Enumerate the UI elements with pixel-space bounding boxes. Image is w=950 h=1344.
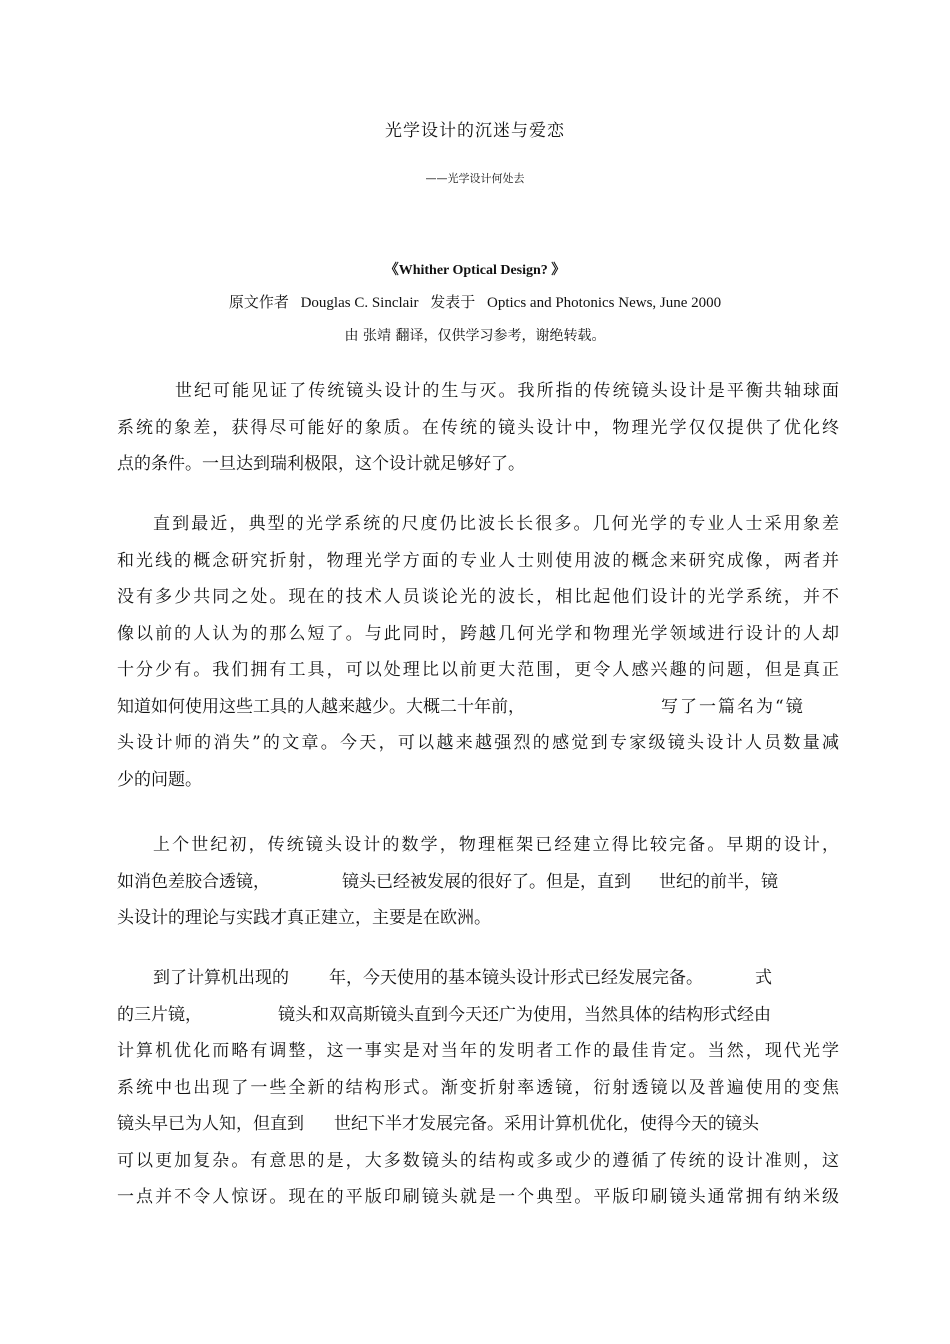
article-subtitle: ——光学设计何处去 bbox=[425, 172, 525, 185]
line-segment: 镜头早已为人知，但直到 bbox=[117, 1114, 304, 1134]
paragraph-line: 系统中也出现了一些全新的结构形式。渐变折射率透镜，衍射透镜以及普遍使用的变焦 bbox=[117, 1077, 839, 1098]
paragraph-line bbox=[117, 864, 839, 901]
paragraph-line: 上个世纪初，传统镜头设计的数学，物理框架已经建立得比较完备。早期的设计， bbox=[153, 835, 839, 855]
paragraph-line bbox=[117, 1106, 839, 1143]
paragraph-line: 头设计的理论与实践才真正建立，主要是在欧洲。 bbox=[117, 908, 491, 928]
line-segment: 镜头已经被发展的很好了。但是，直到 bbox=[342, 871, 631, 892]
paragraph-1 bbox=[117, 373, 839, 483]
paragraph-line: 像以前的人认为的那么短了。与此同时，跨越几何光学和物理光学领域进行设计的人却 bbox=[117, 623, 839, 644]
paragraph-4 bbox=[117, 960, 839, 1216]
paragraph-3 bbox=[117, 827, 839, 937]
paragraph-line: 系统的象差，获得尽可能好的象质。在传统的镜头设计中，物理光学仅仅提供了优化终 bbox=[117, 417, 839, 438]
publication-name: Optics and Photonics News, June 2000 bbox=[487, 295, 722, 311]
paragraph-line: 点的条件。一旦达到瑞利极限，这个设计就足够好了。 bbox=[117, 454, 525, 474]
paragraph-line: 直到最近，典型的光学系统的尺度仍比波长长很多。几何光学的专业人士采用象差 bbox=[153, 514, 839, 534]
translator-note: 由 张靖 翻译，仅供学习参考，谢绝转载。 bbox=[344, 328, 606, 344]
paragraph-line bbox=[117, 960, 839, 997]
paragraph-2 bbox=[117, 506, 839, 798]
paragraph-line: 少的问题。 bbox=[117, 769, 202, 790]
paragraph-line: 计算机优化而略有调整，这一事实是对当年的发明者工作的最佳肯定。当然，现代光学 bbox=[117, 1041, 839, 1061]
line-segment: 世纪的前半，镜 bbox=[659, 871, 778, 892]
paragraph-line: 一点并不令人惊讶。现在的平版印刷镜头就是一个典型。平版印刷镜头通常拥有纳米级 bbox=[117, 1187, 839, 1207]
paragraph-line: 和光线的概念研究折射，物理光学方面的专业人士则使用波的概念来研究成像，两者并 bbox=[117, 550, 839, 571]
author-name: Douglas C. Sinclair bbox=[300, 295, 419, 311]
line-segment: 写了一篇名为“镜 bbox=[661, 696, 805, 717]
paragraph-line bbox=[117, 689, 839, 726]
line-segment: 如消色差胶合透镜， bbox=[117, 871, 270, 892]
line-segment: 知道如何使用这些工具的人越来越少。大概二十年前， bbox=[117, 696, 525, 717]
line-segment: 式 bbox=[755, 968, 772, 988]
paragraph-line: 可以更加复杂。有意思的是，大多数镜头的结构或多或少的遵循了传统的设计准则，这 bbox=[117, 1150, 839, 1171]
line-segment: 到了计算机出现的 bbox=[153, 968, 289, 988]
article-title: 光学设计的沉迷与爱恋 bbox=[385, 121, 565, 141]
byline bbox=[0, 291, 950, 312]
line-segment: 年，今天使用的基本镜头设计形式已经发展完备。 bbox=[329, 968, 703, 988]
paragraph-line: 没有多少共同之处。现在的技术人员谈论光的波长，相比起他们设计的光学系统，并不 bbox=[117, 587, 839, 607]
line-segment: 的三片镜， bbox=[117, 1004, 202, 1025]
author-label: 原文作者 bbox=[228, 295, 289, 311]
paragraph-line bbox=[117, 997, 839, 1034]
line-segment: 世纪下半才发展完备。采用计算机优化，使得今天的镜头 bbox=[334, 1114, 759, 1134]
paragraph-line: 头设计师的消失”的文章。今天，可以越来越强烈的感觉到专家级镜头设计人员数量减 bbox=[117, 733, 839, 753]
paragraph-line: 世纪可能见证了传统镜头设计的生与灭。我所指的传统镜头设计是平衡共轴球面 bbox=[175, 381, 839, 401]
published-label: 发表于 bbox=[430, 295, 476, 311]
line-segment: 镜头和双高斯镜头直到今天还广为使用，当然具体的结构形式经由 bbox=[278, 1004, 771, 1025]
paragraph-line: 十分少有。我们拥有工具，可以处理比以前更大范围，更令人感兴趣的问题，但是真正 bbox=[117, 660, 839, 680]
original-article-title: 《Whither Optical Design? 》 bbox=[384, 263, 566, 278]
